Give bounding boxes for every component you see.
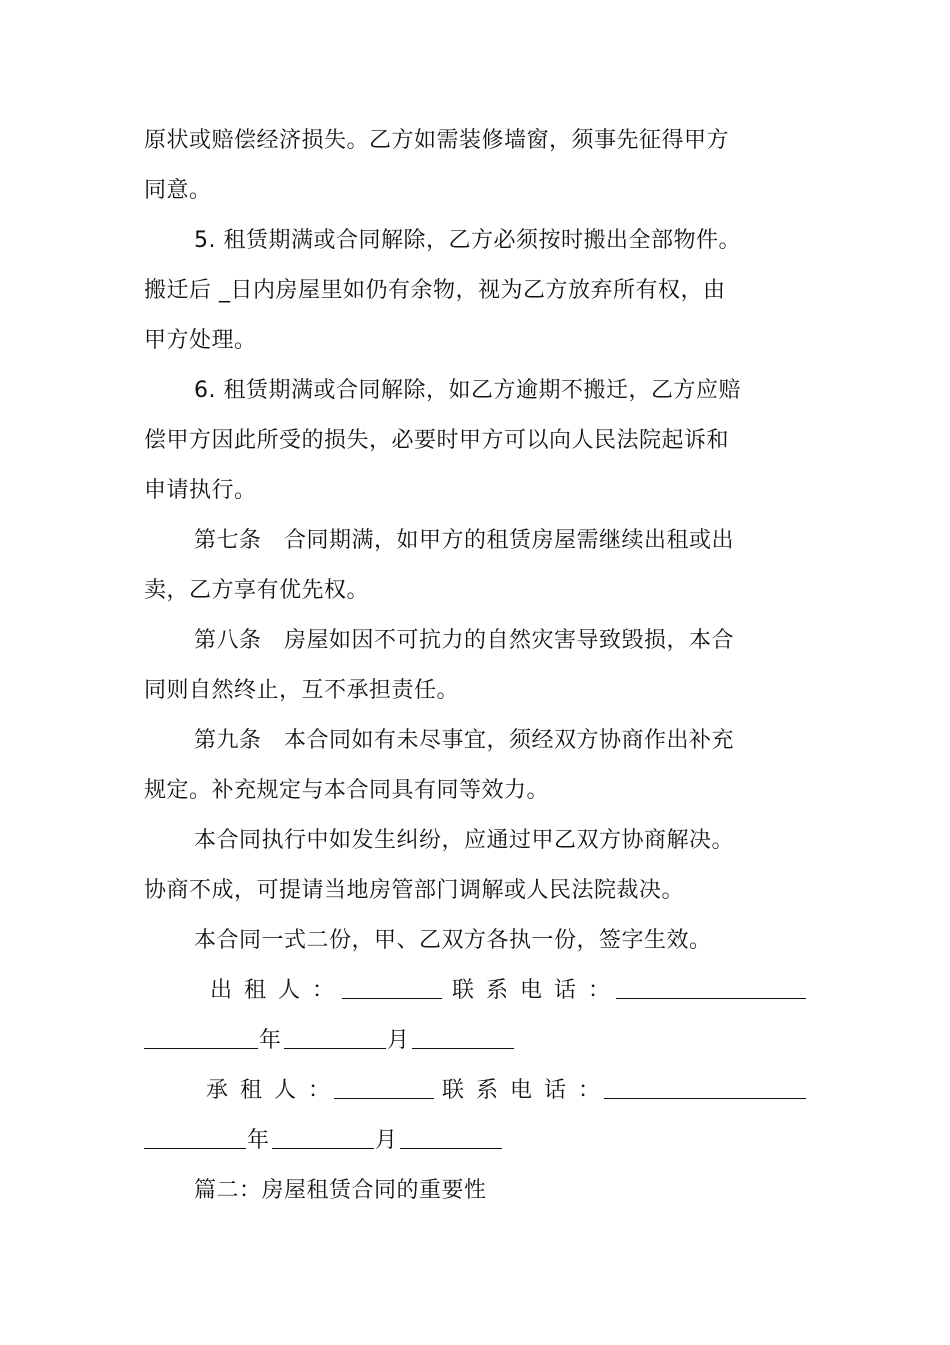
lessee-phone-blank[interactable] (604, 1076, 806, 1099)
paragraph-line: 同则自然终止，互不承担责任。 (144, 678, 460, 703)
paragraph-line: 原状或赔偿经济损失。乙方如需装修墙窗，须事先征得甲方 (144, 128, 730, 153)
paragraph-line: 卖，乙方享有优先权。 (144, 578, 370, 603)
lessor-signature-blank[interactable] (342, 976, 442, 999)
lessor-year-label: 年 (259, 1028, 282, 1053)
lessor-month-label: 月 (387, 1028, 410, 1053)
lessee-signature-blank[interactable] (334, 1076, 434, 1099)
paragraph-line: 搬迁后 _日内房屋里如仍有余物，视为乙方放弃所有权，由 (144, 278, 726, 303)
paragraph-line: 规定。补充规定与本合同具有同等效力。 (144, 778, 550, 803)
paragraph-line: 同意。 (144, 178, 212, 203)
paragraph-line: 偿甲方因此所受的损失，必要时甲方可以向人民法院起诉和 (144, 428, 730, 453)
lessor-phone-label: 联系电话： (452, 978, 623, 1003)
lessee-month-blank[interactable] (400, 1126, 502, 1149)
lessee-label: 承租人： (206, 1078, 343, 1103)
lessee-phone-label: 联系电话： (442, 1078, 613, 1103)
paragraph-line: 协商不成，可提请当地房管部门调解或人民法院裁决。 (144, 878, 685, 903)
paragraph-line: 申请执行。 (144, 478, 257, 503)
clause-5-line: 5. 租赁期满或合同解除，乙方必须按时搬出全部物件。 (194, 228, 741, 253)
lessee-month-label: 月 (375, 1128, 398, 1153)
paragraph-line: 甲方处理。 (144, 328, 257, 353)
lessor-phone-blank[interactable] (616, 976, 806, 999)
clause-6-line: 6. 租赁期满或合同解除，如乙方逾期不搬迁，乙方应赔 (194, 378, 741, 403)
copies-line: 本合同一式二份，甲、乙双方各执一份，签字生效。 (194, 928, 712, 953)
article-7-line: 第七条 合同期满，如甲方的租赁房屋需继续出租或出 (194, 528, 735, 553)
lessor-label: 出租人： (210, 978, 347, 1003)
lessee-year-label: 年 (247, 1128, 270, 1153)
section-title: 篇二：房屋租赁合同的重要性 (194, 1178, 487, 1203)
lessor-year-blank[interactable] (284, 1026, 386, 1049)
article-8-line: 第八条 房屋如因不可抗力的自然灾害导致毁损，本合 (194, 628, 735, 653)
lessor-day-blank[interactable] (144, 1026, 258, 1049)
lessee-year-blank[interactable] (272, 1126, 374, 1149)
lessor-month-blank[interactable] (412, 1026, 514, 1049)
article-9-line: 第九条 本合同如有未尽事宜，须经双方协商作出补充 (194, 728, 735, 753)
lessee-day-blank[interactable] (144, 1126, 246, 1149)
dispute-line: 本合同执行中如发生纠纷，应通过甲乙双方协商解决。 (194, 828, 735, 853)
